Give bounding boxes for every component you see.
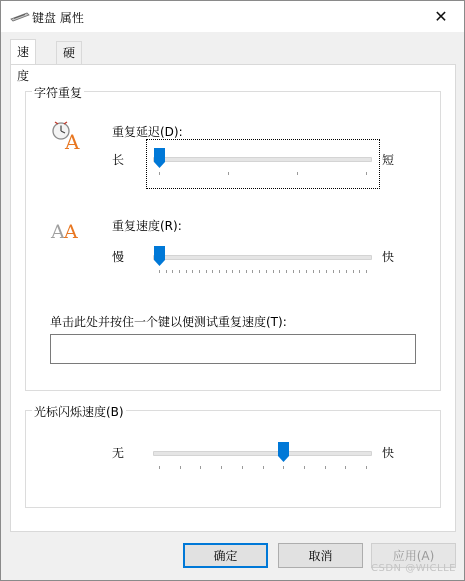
tab-hardware[interactable]: 硬 <box>56 41 82 64</box>
cursor-blink-slider-track <box>153 451 372 456</box>
slider-tick <box>228 172 229 175</box>
slider-tick <box>199 270 200 273</box>
slider-tick <box>242 466 243 469</box>
slider-tick <box>263 466 264 469</box>
tab-speed[interactable]: 速度 <box>10 39 36 64</box>
repeat-rate-slider-track <box>153 255 372 260</box>
apply-button[interactable]: 应用(A) <box>371 543 456 568</box>
cursor-blink-slider[interactable] <box>153 442 372 472</box>
repeat-test-input[interactable] <box>50 334 416 364</box>
clock-letter-a-icon <box>50 119 82 151</box>
repeat-delay-label: 重复延迟(D): <box>112 125 183 139</box>
repeat-delay-min-label: 长 <box>112 153 125 167</box>
slider-tick <box>366 270 367 273</box>
repeat-delay-slider-ticks <box>153 172 372 176</box>
repeat-rate-min-label: 慢 <box>112 250 125 264</box>
slider-tick <box>206 270 207 273</box>
repeat-test-label: 单击此处并按住一个键以便测试重复速度(T): <box>50 315 287 329</box>
speed-tab-panel <box>10 64 456 532</box>
slider-tick <box>186 270 187 273</box>
repeat-delay-slider[interactable] <box>153 148 372 178</box>
slider-tick <box>346 270 347 273</box>
slider-tick <box>279 270 280 273</box>
repeat-rate-max-label: 快 <box>382 250 395 264</box>
window-title: 键盘 属性 <box>32 11 84 25</box>
slider-tick <box>286 270 287 273</box>
keyboard-icon <box>10 10 30 22</box>
slider-tick <box>252 270 253 273</box>
slider-tick <box>353 270 354 273</box>
slider-tick <box>293 270 294 273</box>
slider-tick <box>345 466 346 469</box>
repeat-rate-slider-thumb[interactable] <box>154 246 165 266</box>
slider-tick <box>306 270 307 273</box>
cursor-blink-max-label: 快 <box>382 446 395 460</box>
character-repeat-group-label: 字符重复 <box>34 86 83 100</box>
repeat-rate-label: 重复速度(R): <box>112 219 182 233</box>
slider-tick <box>319 270 320 273</box>
cursor-blink-slider-thumb[interactable] <box>278 442 289 462</box>
slider-tick <box>159 172 160 175</box>
slider-tick <box>226 270 227 273</box>
slider-tick <box>325 466 326 469</box>
cancel-button[interactable]: 取消 <box>278 543 363 568</box>
repeat-delay-slider-thumb[interactable] <box>154 148 165 168</box>
double-letter-a-icon <box>50 216 84 242</box>
cursor-blink-group <box>25 405 441 508</box>
repeat-rate-slider[interactable] <box>153 246 372 276</box>
slider-tick <box>297 172 298 175</box>
slider-tick <box>239 270 240 273</box>
repeat-delay-max-label: 短 <box>382 153 395 167</box>
slider-tick <box>304 466 305 469</box>
slider-tick <box>326 270 327 273</box>
slider-tick <box>246 270 247 273</box>
svg-text:A: A <box>64 221 78 242</box>
repeat-delay-slider-track <box>153 157 372 162</box>
slider-tick <box>313 270 314 273</box>
slider-tick <box>192 270 193 273</box>
slider-tick <box>339 270 340 273</box>
slider-tick <box>159 270 160 273</box>
slider-tick <box>366 172 367 175</box>
slider-tick <box>212 270 213 273</box>
svg-text:A: A <box>65 130 80 151</box>
cursor-blink-min-label: 无 <box>112 446 125 460</box>
slider-tick <box>283 466 284 469</box>
watermark: CSDN @WICLLE <box>371 563 456 574</box>
slider-tick <box>219 270 220 273</box>
slider-tick <box>232 270 233 273</box>
slider-tick <box>179 270 180 273</box>
slider-tick <box>200 466 201 469</box>
svg-text:A: A <box>51 221 65 242</box>
slider-tick <box>166 270 167 273</box>
slider-tick <box>172 270 173 273</box>
slider-tick <box>333 270 334 273</box>
character-repeat-group <box>25 86 441 391</box>
close-button[interactable] <box>418 1 464 32</box>
cursor-blink-slider-ticks <box>153 466 372 470</box>
slider-tick <box>366 466 367 469</box>
slider-tick <box>273 270 274 273</box>
cursor-blink-group-label: 光标闪烁速度(B) <box>34 405 124 419</box>
slider-tick <box>359 270 360 273</box>
ok-button[interactable]: 确定 <box>183 543 268 568</box>
slider-tick <box>180 466 181 469</box>
slider-tick <box>259 270 260 273</box>
repeat-rate-slider-ticks <box>153 270 372 274</box>
slider-tick <box>159 466 160 469</box>
title-bar <box>1 1 464 32</box>
close-icon: ✕ <box>434 7 448 26</box>
slider-tick <box>221 466 222 469</box>
slider-tick <box>299 270 300 273</box>
slider-tick <box>266 270 267 273</box>
